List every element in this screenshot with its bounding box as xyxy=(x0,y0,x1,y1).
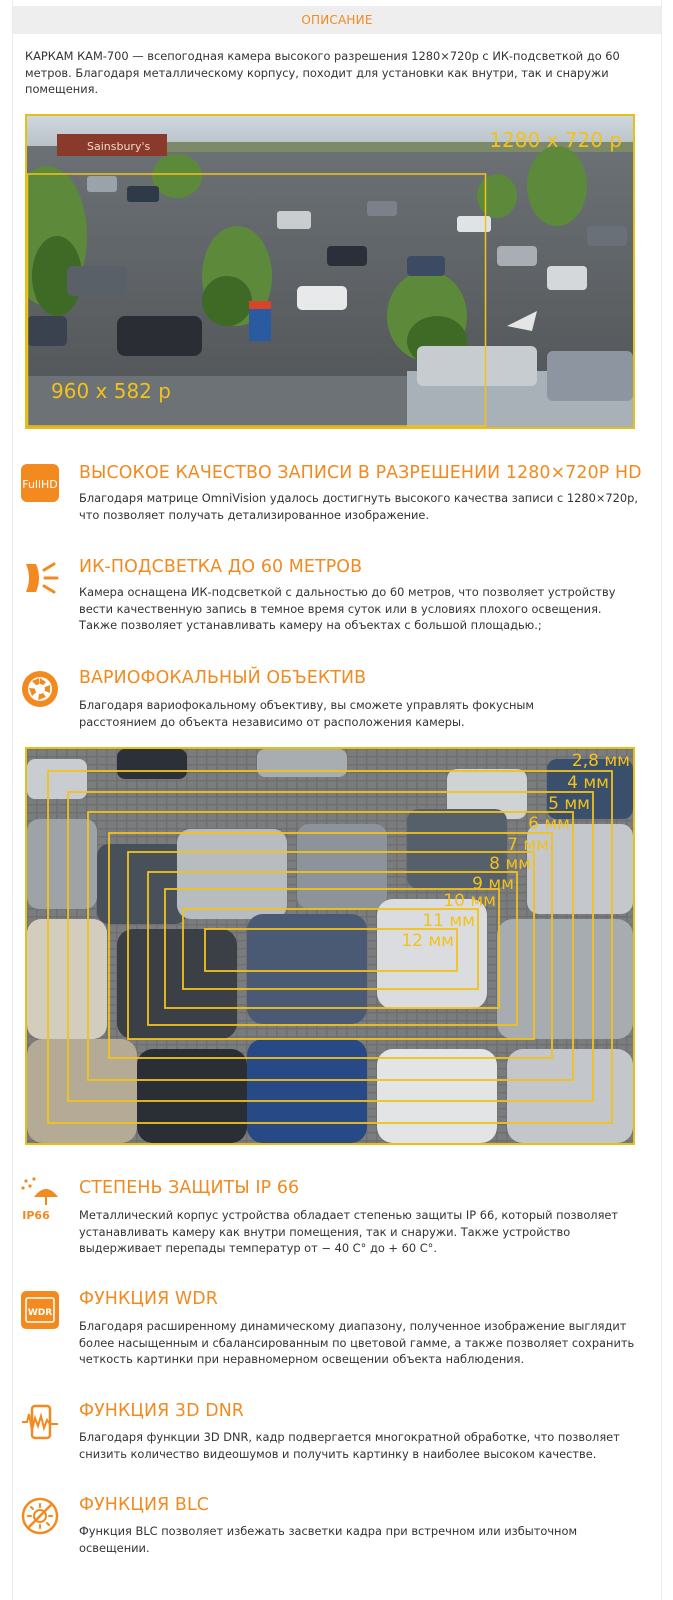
focal-label-1: 4 мм xyxy=(567,773,609,793)
wdr-icon xyxy=(20,1290,60,1330)
feature-text-3d-dnr: Благодаря функции 3D DNR, кадр подвергается многократной обработке, что позволяет снизить количество видеошумов и получить картинку в наиболее высоком качестве. xyxy=(79,1430,620,1461)
feature-title-blc: ФУНКЦИЯ BLC xyxy=(79,1495,209,1515)
focal-label-2: 5 мм xyxy=(548,794,590,814)
feature-text-ip66: Металлический корпус устройства обладает степенью защиты IP 66, который позволяет устанавливать камеру как внутри помещения, так и снаружи. Также устройство выдерживает перепады температур от − 40 С° до + 60 С°. xyxy=(79,1208,619,1255)
label-960: 960 x 582 p xyxy=(51,379,171,403)
wdr-icon-text: WDR xyxy=(27,1308,53,1318)
label-1280: 1280 x 720 p xyxy=(489,128,622,152)
feature-text-fullhd: Благодаря матрице OmniVision удалось достигнуть высокого качества записи с 1280×720р, что позволяет получать детализированное изображение. xyxy=(79,491,638,522)
focal-label-3: 6 мм xyxy=(528,814,570,834)
focal-label-0: 2,8 мм xyxy=(571,751,630,771)
focal-length-photo xyxy=(25,747,635,1145)
ip66-icon-text: IP66 xyxy=(22,1209,50,1221)
focal-label-4: 7 мм xyxy=(507,835,549,855)
focal-label-5: 8 мм xyxy=(489,854,531,874)
feature-title-ip66: СТЕПЕНЬ ЗАЩИТЫ IP 66 xyxy=(79,1178,300,1198)
focal-label-9: 12 мм xyxy=(401,931,454,951)
feature-text-varifocal: Благодаря вариофокальному объективу, вы сможете управлять фокусным расстоянием до объекта независимо от расположения камеры. xyxy=(79,698,535,729)
umbrella-rain-icon xyxy=(20,1177,60,1221)
aperture-icon xyxy=(20,669,60,709)
fullhd-icon-text: FullHD xyxy=(22,478,58,491)
focal-label-7: 10 мм xyxy=(443,891,496,911)
feature-title-varifocal: ВАРИОФОКАЛЬНЫЙ ОБЪЕКТИВ xyxy=(79,668,367,688)
store-sign: Sainsbury's xyxy=(87,140,151,153)
parking-lot-image xyxy=(27,116,633,427)
focal-label-8: 11 мм xyxy=(422,911,475,931)
blc-icon xyxy=(20,1496,60,1536)
3d-dnr-icon xyxy=(20,1402,60,1442)
ir-light-icon xyxy=(20,558,60,598)
feature-title-3d-dnr: ФУНКЦИЯ 3D DNR xyxy=(79,1401,244,1421)
tab-description-label: ОПИСАНИЕ xyxy=(301,13,373,27)
focal-length-image xyxy=(27,749,633,1143)
feature-title-fullhd: ВЫСОКОЕ КАЧЕСТВО ЗАПИСИ В РАЗРЕШЕНИИ 1280×720P HD xyxy=(79,463,642,483)
fullhd-icon xyxy=(20,463,60,503)
feature-text-ir: Камера оснащена ИК-подсветкой с дальностью до 60 метров, что позволяет устройству вести качественную запись в темное время суток или в условиях плохого освещения. Также позволяет устанавливать камеру на объектах с большой площадью.; xyxy=(79,585,616,632)
feature-text-wdr: Благодаря расширенному динамическому диапазону, полученное изображение выглядит более насыщенным и сбалансированным по цветовой гамме, а также позволяет сохранить четкость картинки при неравномерном освещении объекта наблюдения. xyxy=(79,1319,635,1366)
tab-description[interactable] xyxy=(13,6,661,34)
intro-text: КАРКАМ КАМ-700 — всепогодная камера высокого разрешения 1280×720р с ИК-подсветкой до 60 метров. Благодаря металлическому корпусу, походит для установки как внутри, так и снаружи помещения. xyxy=(25,49,620,96)
focal-label-6: 9 мм xyxy=(472,874,514,894)
feature-title-ir: ИК-ПОДСВЕТКА ДО 60 МЕТРОВ xyxy=(79,557,363,577)
resolution-comparison-photo xyxy=(25,114,635,429)
feature-title-wdr: ФУНКЦИЯ WDR xyxy=(79,1289,218,1309)
feature-text-blc: Функция BLC позволяет избежать засветки кадра при встречном или избыточном освещении. xyxy=(79,1524,578,1555)
